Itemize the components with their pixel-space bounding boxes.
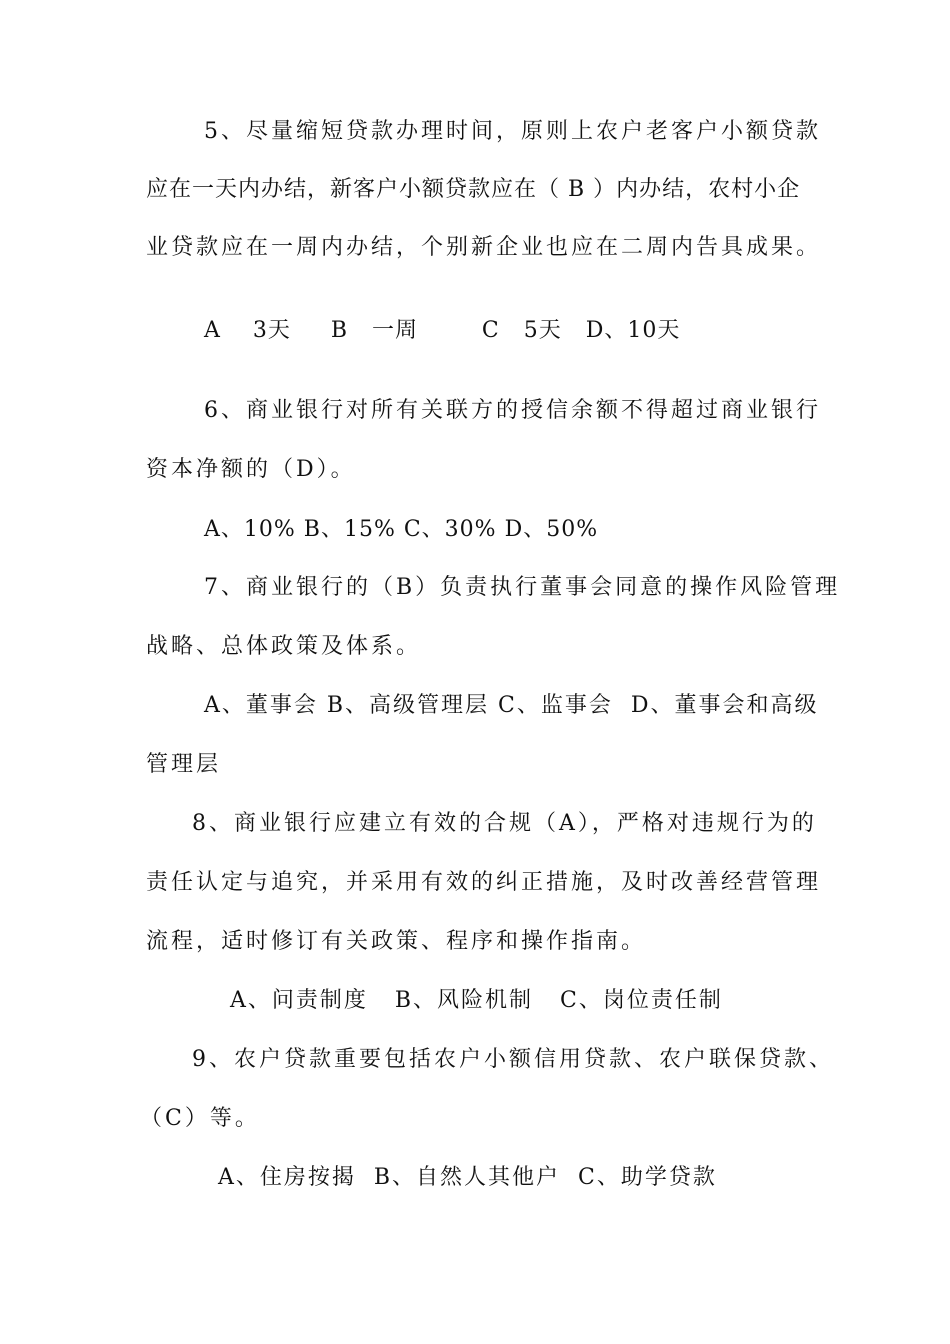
q9-line-1: 9、农户贷款重要包括农户小额信用贷款、农户联保贷款、 bbox=[192, 1047, 834, 1072]
q6-line-1: 6、商业银行对所有关联方的授信余额不得超过商业银行 bbox=[204, 398, 821, 423]
q7-options-line-2: 管理层 bbox=[146, 752, 222, 777]
q9-line-2: （C）等。 bbox=[140, 1106, 260, 1131]
q6-options: A、10% B、15% C、30% D、50% bbox=[204, 517, 599, 542]
q8-line-3: 流程，适时修订有关政策、程序和操作指南。 bbox=[146, 929, 647, 954]
q5-options: A 3天 B 一周 C 5天 D、10天 bbox=[204, 318, 681, 343]
q7-line-2: 战略、总体政策及体系。 bbox=[146, 634, 422, 659]
q8-line-1: 8、商业银行应建立有效的合规（A），严格对违规行为的 bbox=[192, 811, 817, 836]
q5-line-2: 应在一天内办结，新客户小额贷款应在（ B ）内办结，农村小企 bbox=[146, 177, 801, 202]
q7-options-line-1: A、董事会 B、高级管理层 C、监事会 D、董事会和高级 bbox=[204, 693, 819, 718]
q7-line-1: 7、商业银行的（B）负责执行董事会同意的操作风险管理 bbox=[204, 575, 841, 600]
q6-line-2: 资本净额的（D）。 bbox=[146, 457, 356, 482]
q5-line-3: 业贷款应在一周内办结，个别新企业也应在二周内告具成果。 bbox=[146, 235, 822, 260]
q8-options: A、问责制度 B、风险机制 C、岗位责任制 bbox=[230, 988, 723, 1013]
q9-options: A、住房按揭 B、自然人其他户 C、助学贷款 bbox=[218, 1165, 717, 1190]
q8-line-2: 责任认定与追究，并采用有效的纠正措施，及时改善经营管理 bbox=[146, 870, 822, 895]
q5-line-1: 5、尽量缩短贷款办理时间，原则上农户老客户小额贷款 bbox=[204, 119, 821, 144]
